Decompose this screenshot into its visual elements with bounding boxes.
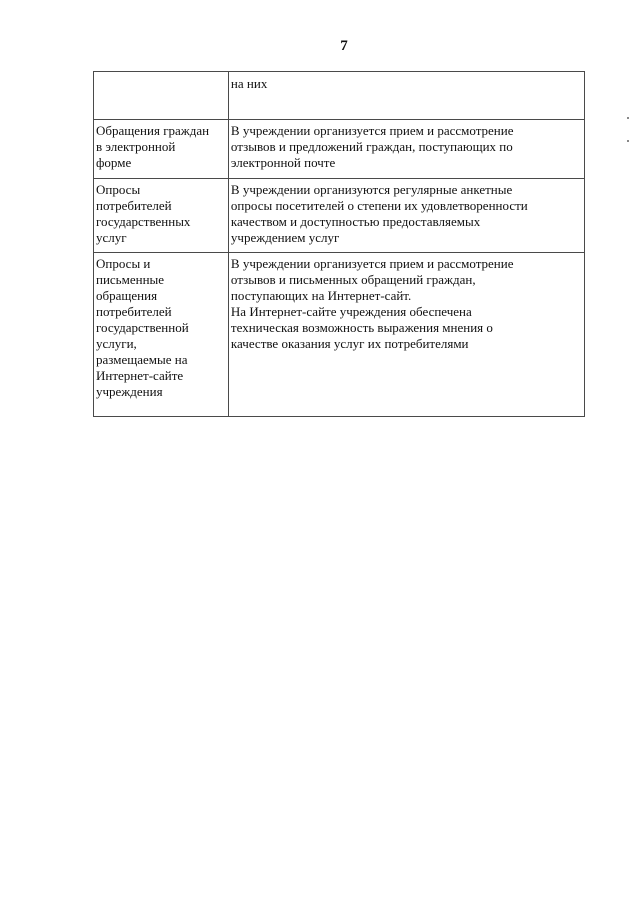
scan-speck bbox=[627, 140, 629, 142]
method-cell bbox=[94, 120, 229, 179]
description-text: на них bbox=[230, 76, 268, 91]
document-table bbox=[93, 71, 585, 417]
table-row bbox=[94, 253, 585, 417]
scan-speck bbox=[627, 117, 629, 119]
description-cell bbox=[228, 253, 584, 417]
method-cell bbox=[94, 253, 229, 417]
method-text: Обращения граждан в электронной форме bbox=[96, 123, 210, 170]
page-number: 7 bbox=[340, 38, 348, 54]
description-cell bbox=[228, 72, 584, 120]
method-cell bbox=[94, 179, 229, 253]
table-row bbox=[94, 120, 585, 179]
table-row bbox=[94, 179, 585, 253]
description-text: В учреждении организуются регулярные анкетные опросы посетителей о степени их удовлетворенности качеством и доступностью предоставляемых учреждением услуг bbox=[230, 182, 528, 245]
method-cell bbox=[94, 72, 229, 120]
description-text: В учреждении организуется прием и рассмотрение отзывов и предложений граждан, поступающих по электронной почте bbox=[230, 123, 514, 170]
description-text: В учреждении организуется прием и рассмотрение отзывов и письменных обращений граждан, поступающих на Интернет-сайт. На Интернет-сайте учреждения обеспечена техническая возможность выражения мнения о качестве оказания услуг их потребителями bbox=[230, 256, 514, 351]
table-row bbox=[94, 72, 585, 120]
description-cell bbox=[228, 120, 584, 179]
method-text: Опросы и письменные обращения потребителей государственной услуги, размещаемые на Интернет-сайте учреждения bbox=[96, 256, 189, 399]
description-cell bbox=[228, 179, 584, 253]
method-text: Опросы потребителей государственных услуг bbox=[96, 182, 191, 245]
